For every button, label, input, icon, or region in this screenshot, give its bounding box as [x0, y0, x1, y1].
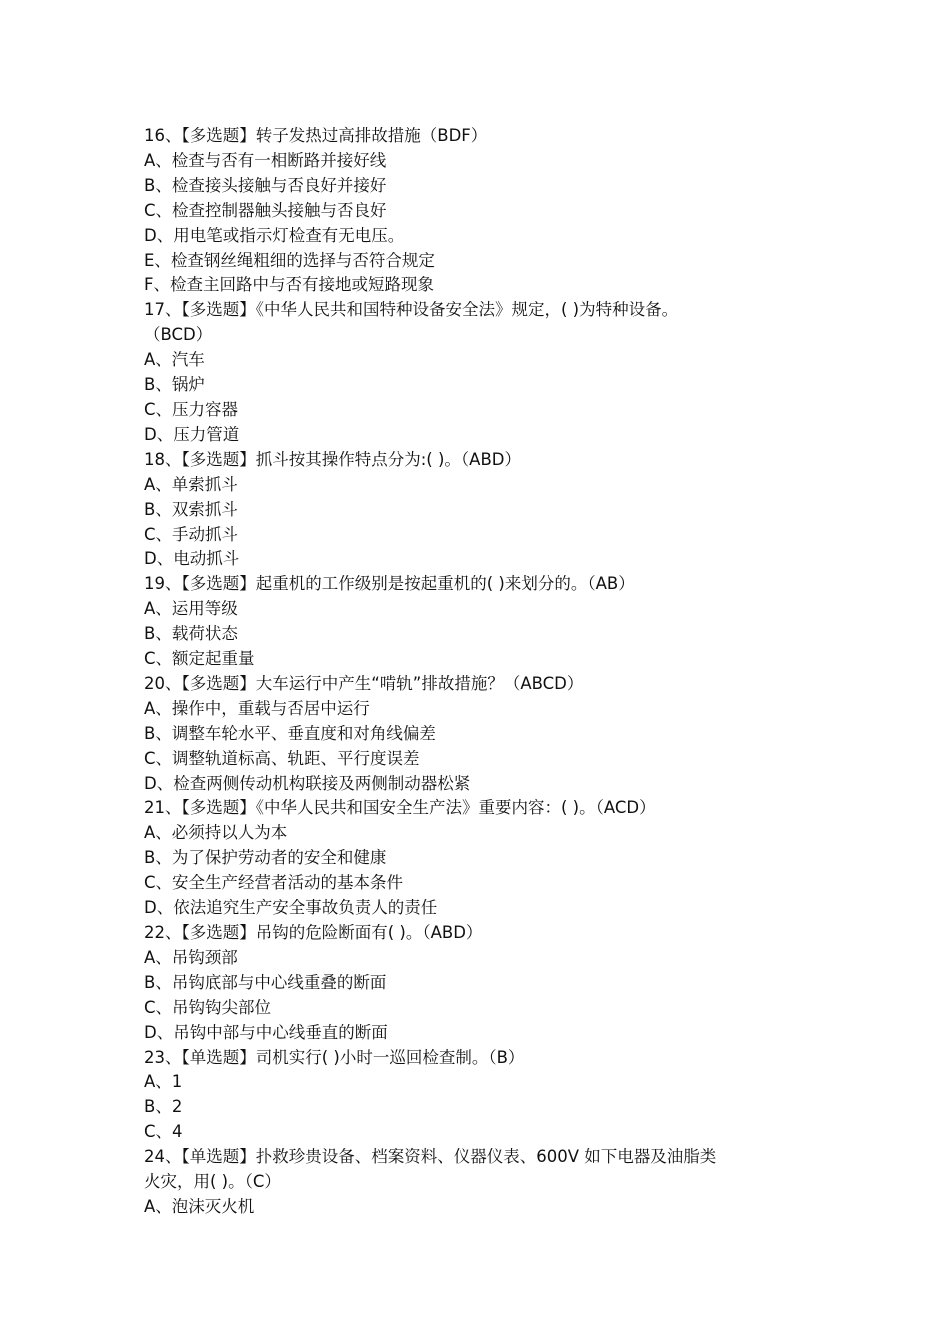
- q22-title: 22、【多选题】吊钩的危险断面有( )。（ABD）: [144, 923, 483, 942]
- q19-option-b: B、载荷状态: [144, 624, 238, 644]
- q18-option-d: D、电动抓斗: [144, 549, 240, 569]
- q17-option-c: C、压力容器: [144, 399, 239, 419]
- q16-option-e: E、检查钢丝绳粗细的选择与否符合规定: [144, 250, 435, 270]
- q21-option-a: A、必须持以人为本: [144, 823, 288, 843]
- q17-option-d: D、压力管道: [144, 424, 240, 444]
- q22-option-d: D、吊钩中部与中心线垂直的断面: [144, 1022, 388, 1042]
- q21-option-d: D、依法追究生产安全事故负责人的责任: [144, 898, 438, 918]
- q23-option-b: B、2: [144, 1097, 183, 1117]
- q18-title: 18、【多选题】抓斗按其操作特点分为:( )。（ABD）: [144, 449, 521, 469]
- q23-option-a: A、1: [144, 1072, 183, 1092]
- q18-option-c: C、手动抓斗: [144, 524, 239, 544]
- q20-option-c: C、调整轨道标高、轨距、平行度误差: [144, 748, 420, 768]
- q20-option-b: B、调整车轮水平、垂直度和对角线偏差: [144, 723, 436, 743]
- q19-option-a: A、运用等级: [144, 599, 238, 619]
- q20-option-d: D、检查两侧传动机构联接及两侧制动器松紧: [144, 773, 471, 793]
- q21-option-c: C、安全生产经营者活动的基本条件: [144, 873, 404, 893]
- q21-option-b: B、为了保护劳动者的安全和健康: [144, 848, 387, 868]
- q24-title-continued: 火灾，用( )。（C）: [144, 1172, 281, 1192]
- q20-title: 20、【多选题】大车运行中产生“啃轨”排故措施？（ABCD）: [144, 673, 584, 693]
- q17-option-a: A、汽车: [144, 350, 205, 370]
- q24-title: 24、【单选题】扑救珍贵设备、档案资料、仪器仪表、600V 如下电器及油脂类: [144, 1147, 717, 1167]
- q16-option-c: C、检查控制器触头接触与否良好: [144, 200, 387, 220]
- q16-option-b: B、检查接头接触与否良好并接好: [144, 175, 387, 195]
- q19-option-c: C、额定起重量: [144, 649, 255, 669]
- q16-option-d: D、用电笔或指示灯检查有无电压。: [144, 225, 405, 245]
- q20-option-a: A、操作中，重载与否居中运行: [144, 698, 370, 718]
- q16-option-f: F、检查主回路中与否有接地或短路现象: [144, 275, 434, 295]
- q22-option-b: B、吊钩底部与中心线重叠的断面: [144, 972, 387, 992]
- q23-title: 23、【单选题】司机实行( )小时一巡回检查制。（B）: [144, 1047, 525, 1067]
- q18-option-b: B、双索抓斗: [144, 499, 238, 519]
- q21-title: 21、【多选题】《中华人民共和国安全生产法》重要内容：( )。（ACD）: [144, 798, 656, 818]
- document-page: [144, 124, 816, 1220]
- q19-title: 19、【多选题】起重机的工作级别是按起重机的( )来划分的。（AB）: [144, 574, 635, 594]
- q17-title: 17、【多选题】《中华人民共和国特种设备安全法》规定，( )为特种设备。: [144, 300, 679, 320]
- q16-title: 16、【多选题】转子发热过高排故措施（BDF）: [144, 126, 488, 145]
- q18-option-a: A、单索抓斗: [144, 474, 238, 494]
- q22-option-a: A、吊钩颈部: [144, 947, 238, 967]
- q22-option-c: C、吊钩钩尖部位: [144, 997, 272, 1017]
- q23-option-c: C、4: [144, 1122, 183, 1142]
- q24-option-a: A、泡沫灭火机: [144, 1196, 255, 1216]
- q17-answer: （BCD）: [144, 325, 213, 345]
- q17-option-b: B、锅炉: [144, 375, 205, 395]
- q16-option-a: A、检查与否有一相断路并接好线: [144, 150, 387, 170]
